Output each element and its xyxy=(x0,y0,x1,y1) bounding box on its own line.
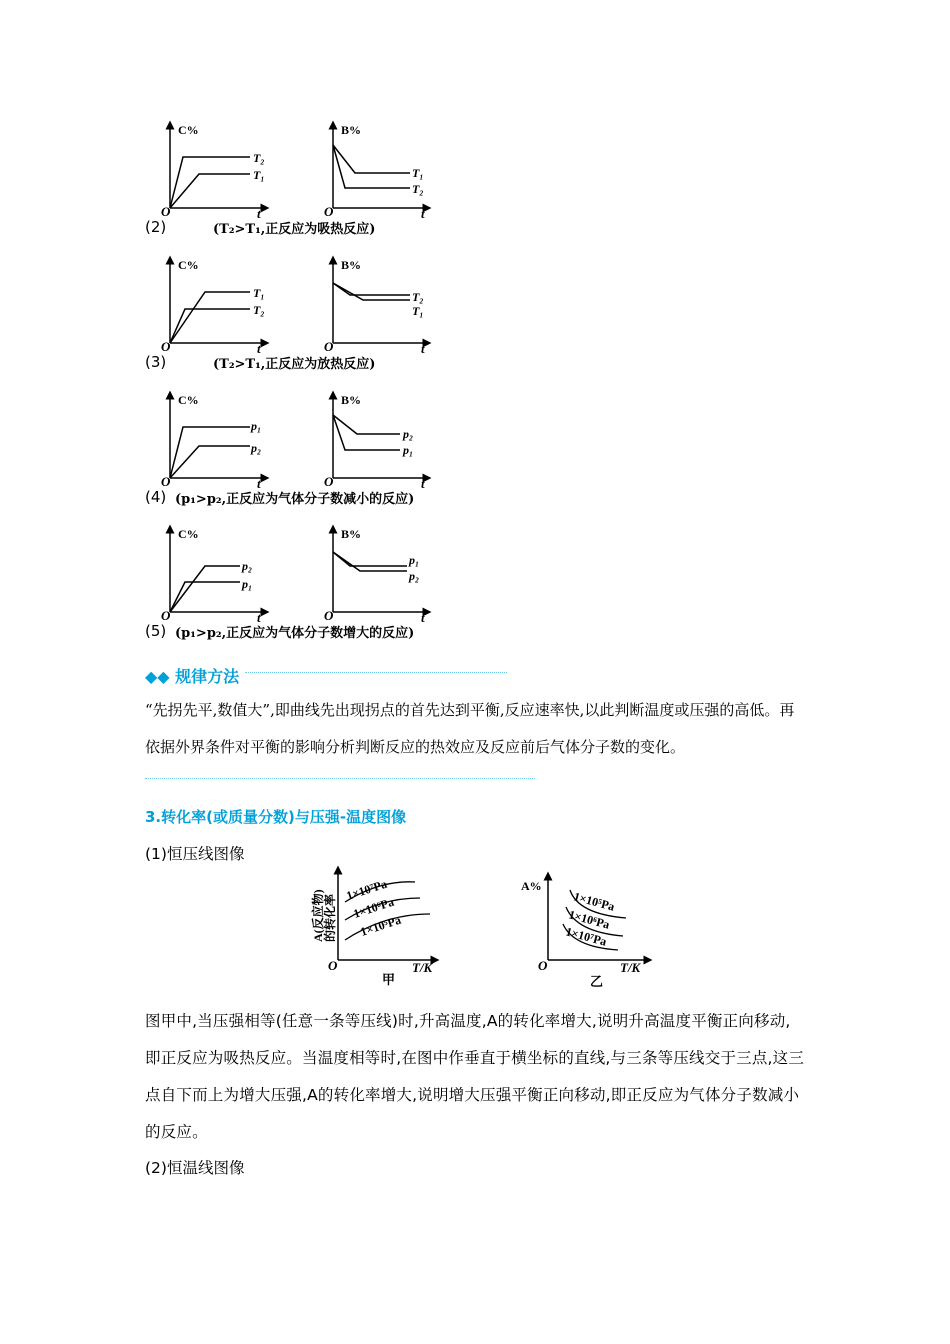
t-axis-label: t xyxy=(421,476,425,490)
t-axis-label: t xyxy=(421,206,425,220)
t-axis-label: t xyxy=(257,610,261,624)
t-axis-label: t xyxy=(257,206,261,220)
b-curve-label-1: T₁ xyxy=(412,166,424,180)
yi-origin: O xyxy=(538,958,548,973)
jia-origin: O xyxy=(328,958,338,973)
jia-y-label-1: A(反应物) xyxy=(311,889,325,942)
origin-label: O xyxy=(324,474,334,489)
c-axis-label: C% xyxy=(178,123,199,137)
figure-group-4 xyxy=(145,390,445,510)
b-curve-label-1: p₁ xyxy=(409,553,420,567)
c-curve-label-2: p₁ xyxy=(242,577,253,591)
yi-curve-label-3: 1×10⁷Pa xyxy=(564,924,609,949)
yi-curve-label-1: 1×10⁵Pa xyxy=(572,889,617,914)
method-bottom-divider xyxy=(145,778,535,779)
yi-y-label: A% xyxy=(521,879,542,893)
origin-label: O xyxy=(161,474,171,489)
t-axis-label: t xyxy=(421,341,425,355)
method-top-divider xyxy=(245,672,507,673)
figure-jia xyxy=(300,862,450,992)
t-axis-label: t xyxy=(421,610,425,624)
t-axis-label: t xyxy=(257,476,261,490)
b-curve-label-1: p₂ xyxy=(403,427,414,441)
item-number: (2) xyxy=(145,218,167,236)
b-axis-label: B% xyxy=(341,527,362,541)
b-axis-label: B% xyxy=(341,393,362,407)
c-curve-label-1: p₁ xyxy=(251,419,262,433)
figure-yi xyxy=(518,862,668,992)
figure-jia-graph xyxy=(300,862,450,992)
yi-curve-label-2: 1×10⁶Pa xyxy=(567,907,612,932)
yi-caption: 乙 xyxy=(590,974,604,989)
method-text: “先拐先平,数值大”,即曲线先出现拐点的首先达到平衡,反应速率快,以此判断温度或压强的高低。再依据外界条件对平衡的影响分析判断反应的热效应及反应前后气体分子数的变化。 xyxy=(145,701,795,756)
origin-label: O xyxy=(161,204,171,219)
b-axis-label: B% xyxy=(341,258,362,272)
section-3-title: 3.转化率(或质量分数)与压强-温度图像 xyxy=(145,808,407,826)
figure-yi-graph xyxy=(518,862,668,992)
item-number: (3) xyxy=(145,353,167,371)
jia-curve-label-3: 1×10⁵Pa xyxy=(358,912,403,939)
figure-group-5-graphs xyxy=(145,524,445,624)
c-curve-label-2: p₂ xyxy=(251,441,262,455)
b-axis-label: B% xyxy=(341,123,362,137)
origin-label: O xyxy=(324,204,334,219)
c-axis-label: C% xyxy=(178,393,199,407)
c-curve-label-2: T₂ xyxy=(253,303,265,317)
item-number: (5) xyxy=(145,622,167,640)
b-curve-label-2: T₂ xyxy=(412,182,424,196)
b-curve-label-2: T₁ xyxy=(412,304,424,318)
c-curve-label-1: T₂ xyxy=(253,151,265,165)
section-3-sub-1: (1)恒压线图像 xyxy=(145,845,245,863)
b-curve-label-2: p₁ xyxy=(403,443,414,457)
figure-note: (T₂>T₁,正反应为吸热反应) xyxy=(213,222,376,237)
jia-x-label: T/K xyxy=(412,960,433,975)
section-3-sub-2: (2)恒温线图像 xyxy=(145,1159,245,1177)
c-curve-label-1: p₂ xyxy=(242,559,253,573)
c-axis-label: C% xyxy=(178,258,199,272)
origin-label: O xyxy=(161,608,171,623)
yi-x-label: T/K xyxy=(620,960,641,975)
origin-label: O xyxy=(161,339,171,354)
figure-group-2 xyxy=(145,120,445,240)
jia-curve-label-1: 1×10⁷Pa xyxy=(344,876,389,903)
figure-group-3 xyxy=(145,255,445,375)
c-curve-label-1: T₁ xyxy=(253,286,265,300)
section-3-paragraph: 图甲中,当压强相等(任意一条等压线)时,升高温度,A的转化率增大,说明升高温度平衡正向移动,即正反应为吸热反应。当温度相等时,在图中作垂直于横坐标的直线,与三条等压线交于三点,这三点自下而上为增大压强,A的转化率增大,说明增大压强平衡正向移动,即正反应为气体分子数减小的反应。 xyxy=(145,1012,805,1141)
figure-note: (p₁>p₂,正反应为气体分子数增大的反应) xyxy=(175,626,415,641)
b-curve-label-1: T₂ xyxy=(412,290,424,304)
c-axis-label: C% xyxy=(178,527,199,541)
origin-label: O xyxy=(324,608,334,623)
jia-caption: 甲 xyxy=(382,972,396,987)
jia-curve-label-2: 1×10⁶Pa xyxy=(351,894,396,921)
figure-group-3-graphs xyxy=(145,255,445,355)
method-title: ◆◆ 规律方法 xyxy=(145,667,240,686)
figure-note: (p₁>p₂,正反应为气体分子数减小的反应) xyxy=(175,492,415,507)
figure-group-4-graphs xyxy=(145,390,445,490)
item-number: (4) xyxy=(145,488,167,506)
figure-note: (T₂>T₁,正反应为放热反应) xyxy=(213,357,376,372)
c-curve-label-2: T₁ xyxy=(253,168,265,182)
origin-label: O xyxy=(324,339,334,354)
b-curve-label-2: p₂ xyxy=(409,569,420,583)
figure-group-2-graphs xyxy=(145,120,445,220)
t-axis-label: t xyxy=(257,341,261,355)
figure-group-5 xyxy=(145,524,445,644)
jia-y-label-2: 的转化率 xyxy=(323,893,337,942)
